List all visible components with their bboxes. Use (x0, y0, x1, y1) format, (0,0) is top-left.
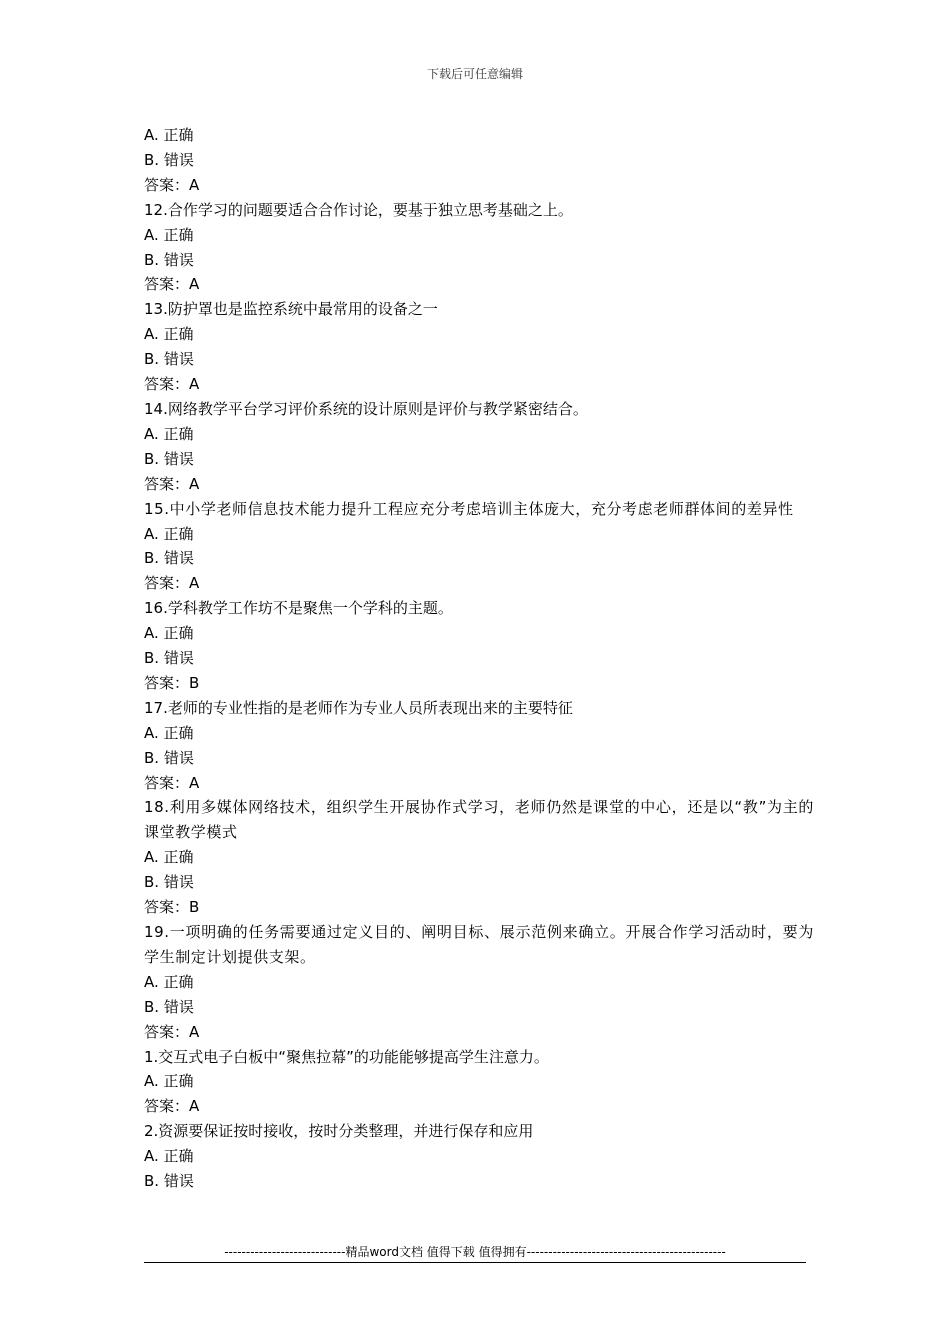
question-17: 17.老师的专业性指的是老师作为专业人员所表现出来的主要特征 (144, 698, 573, 717)
option-b: B. 错误 (144, 748, 194, 767)
document-body (144, 123, 814, 1194)
answer: 答案：B (144, 898, 200, 917)
question-18: 18.利用多媒体网络技术，组织学生开展协作式学习，老师仍然是课堂的中心，还是以“教”为主的课堂教学模式 (144, 798, 814, 842)
option-a: A. 正确 (144, 848, 194, 867)
question-14: 14.网络教学平台学习评价系统的设计原则是评价与教学紧密结合。 (144, 399, 588, 418)
option-a: A. 正确 (144, 723, 194, 742)
footer-divider (144, 1262, 806, 1263)
question-2: 2.资源要保证按时接收，按时分类整理，并进行保存和应用 (144, 1122, 534, 1141)
option-a: A. 正确 (144, 524, 194, 543)
answer: 答案：A (144, 375, 200, 394)
answer: 答案：A (144, 474, 200, 493)
option-b: B. 错误 (144, 873, 194, 892)
option-b: B. 错误 (144, 449, 194, 468)
answer: 答案：A (144, 1097, 200, 1116)
option-a: A. 正确 (144, 325, 194, 344)
option-b: B. 错误 (144, 549, 194, 568)
option-a: A. 正确 (144, 424, 194, 443)
option-a: A. 正确 (144, 126, 194, 144)
answer: 答案：A (144, 773, 200, 792)
option-b: B. 错误 (144, 350, 194, 369)
question-1: 1.交互式电子白板中“聚焦拉幕”的功能能够提高学生注意力。 (144, 1047, 549, 1066)
option-b: B. 错误 (144, 997, 194, 1016)
question-19: 19.一项明确的任务需要通过定义目的、阐明目标、展示范例来确立。开展合作学习活动时，要为学生制定计划提供支架。 (144, 923, 814, 966)
question-15: 15.中小学老师信息技术能力提升工程应充分考虑培训主体庞大，充分考虑老师群体间的差异性 (144, 499, 794, 518)
answer: 答案：A (144, 1022, 200, 1041)
option-b: B. 错误 (144, 250, 194, 269)
option-a: A. 正确 (144, 1147, 194, 1166)
answer: 答案：A (144, 574, 200, 593)
page-header: 下载后可任意编辑 (426, 67, 523, 81)
question-16: 16.学科教学工作坊不是聚焦一个学科的主题。 (144, 599, 453, 618)
option-a: A. 正确 (144, 624, 194, 643)
question-13: 13.防护罩也是监控系统中最常用的设备之一 (144, 300, 438, 319)
option-b: B. 错误 (144, 1172, 194, 1191)
option-a: A. 正确 (144, 1072, 194, 1091)
option-a: A. 正确 (144, 225, 194, 244)
option-b: B. 错误 (144, 150, 194, 169)
page-footer: ----------------------------精品word文档 值得下载 值得拥有---------------------------------------------- (224, 1245, 726, 1259)
answer: 答案：A (144, 175, 200, 194)
question-12: 12.合作学习的问题要适合合作讨论，要基于独立思考基础之上。 (144, 200, 573, 219)
answer: 答案：A (144, 275, 200, 294)
answer: 答案：B (144, 673, 200, 692)
option-a: A. 正确 (144, 972, 194, 991)
option-b: B. 错误 (144, 649, 194, 668)
